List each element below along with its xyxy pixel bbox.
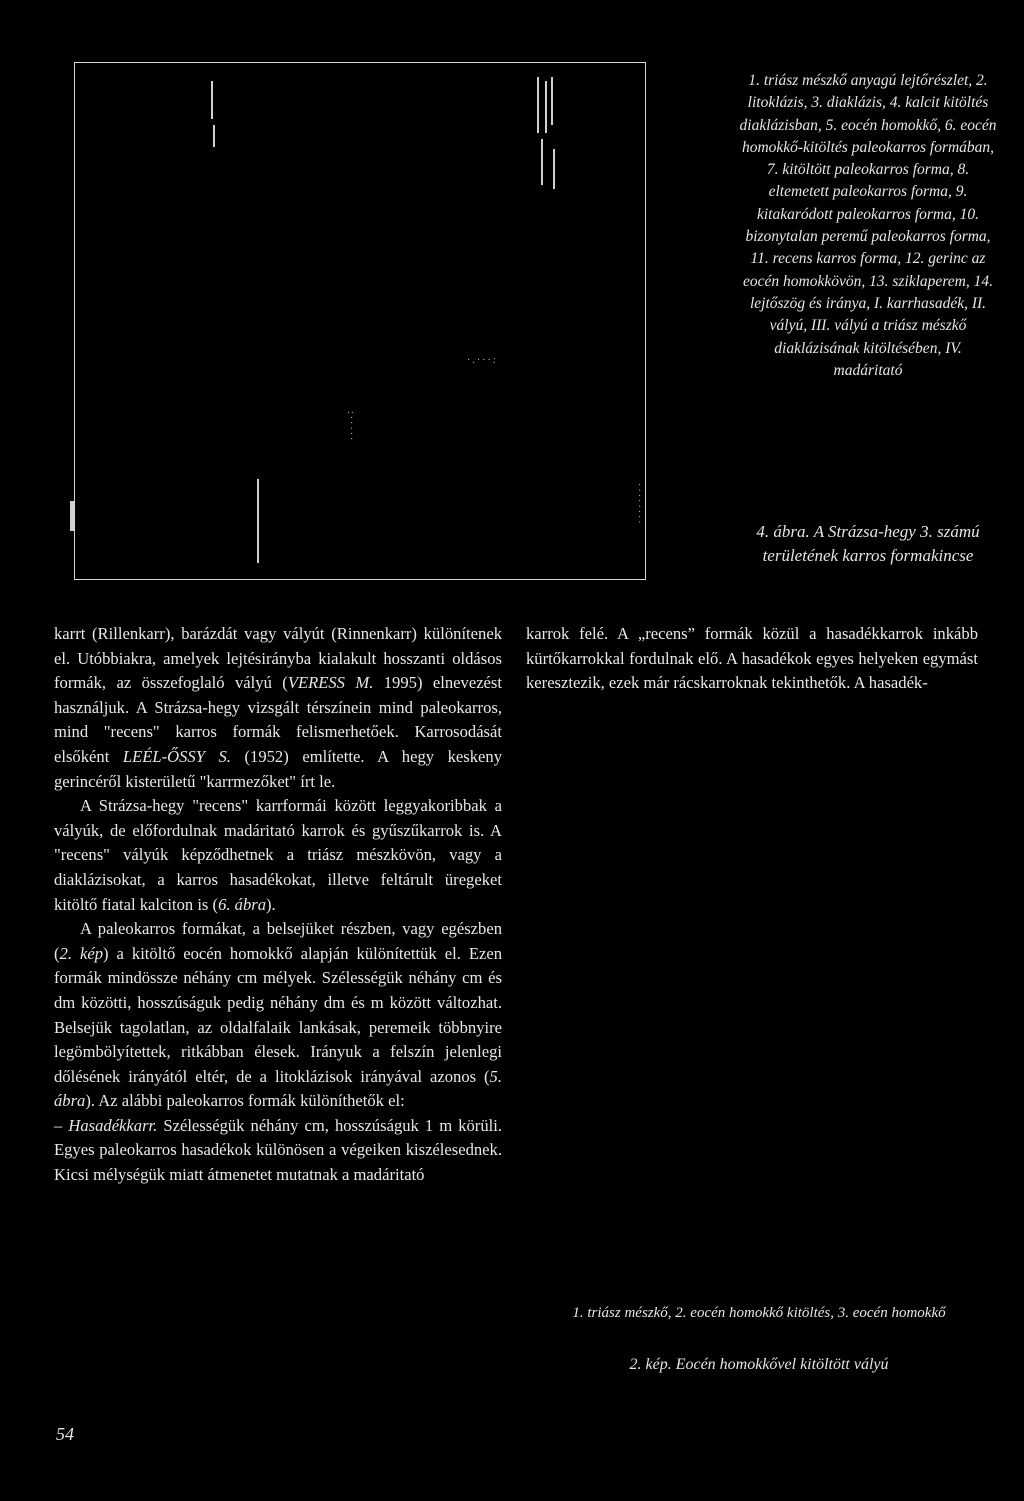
drawing-line — [551, 77, 553, 125]
figure-legend: 1. triász mészkő anyagú lejtőrészlet, 2. litoklázis, 3. diaklázis, 4. kalcit kitöltés diaklázisban, 5. eocén homokkő, 6. eocén homokkő-kitöltés paleokarros formában, 7. kitöltött paleokarros forma, 8. eltemetett paleokarros forma, 9. kitakaródott paleokarros forma, 10. bizonytalan peremű paleokarros forma, 11. recens karros forma, 12. gerinc az eocén homokkövön, 13. sziklaperem, 14. lejtőszög és iránya, I. karrhasadék, II. vályú, III. vályú a triász mészkő diaklázisának kitöltésében, IV. madáritató — [739, 72, 997, 379]
photo-caption: 1. triász mészkő, 2. eocén homokkő kitöltés, 3. eocén homokkő — [572, 1305, 946, 1321]
right-text-column — [526, 622, 978, 696]
drawing-line — [541, 139, 543, 185]
drawing-line — [70, 501, 74, 531]
drawing-line — [211, 81, 213, 119]
dash: – — [54, 1115, 69, 1135]
list-item — [54, 1114, 502, 1188]
citation: VERESS M. — [287, 673, 374, 693]
drawing-line — [257, 479, 259, 563]
drawing-line — [553, 149, 555, 189]
dotted-mark: :····· — [345, 411, 356, 443]
paragraph — [54, 794, 502, 917]
citation: LEÉL-ŐSSY S. — [122, 746, 231, 766]
term: Hasadékkarr. — [68, 1115, 158, 1135]
dotted-mark: ·.···: — [467, 355, 498, 366]
left-text-column — [54, 622, 502, 1188]
paragraph: karrok felé. A „recens” formák közül a hasadékkarrok inkább kürtőkarrokkal fordulnak elő. A hasadékok egyes helyeken egymást keresztezik, ezek már rácskarroknak tekinthetők. A hasadék- — [526, 624, 978, 693]
drawing-line — [537, 77, 539, 133]
paragraph — [54, 917, 502, 1114]
figure-reference: 2. kép — [59, 943, 104, 963]
dotted-mark: ········ — [633, 483, 644, 526]
text-run: A paleokarros formákat, a belsejüket részben, vagy egészben ( — [54, 919, 502, 963]
drawing-line — [213, 125, 215, 147]
text-run: ) a kitöltő eocén homokkő alapján különítettük el. Ezen formák mindössze néhány cm mélyek. Szélességük néhány cm és dm közötti, hosszúságuk pedig néhány dm és m között változhat. Belsejük tagolatlan, az oldalfalaik lankásak, peremeik többnyire legömbölyítettek, ritkábban élesek. Irányuk a felszín jelenlegi dőlésének irányától eltér, de a litoklázisok irányával azonos ( — [54, 943, 503, 1086]
page-number: 54 — [56, 1424, 74, 1444]
text-run: (1952) említette. A hegy keskeny gerincéről kisterületű "karrmezőket" írt le. — [54, 746, 503, 791]
figure-title: 4. ábra. A Strázsa-hegy 3. számú területének karros formakincse — [756, 522, 980, 565]
figure-4-drawing — [74, 62, 646, 580]
drawing-line — [545, 81, 547, 133]
figure-reference: 6. ábra — [218, 894, 267, 914]
text-run: ). — [266, 894, 276, 914]
figure-reference: 5. ábra — [54, 1066, 502, 1111]
text-run: Szélességük néhány cm, hosszúságuk 1 m körüli. Egyes paleokarros hasadékok különösen a végeiken kiszélesednek. Kicsi mélységük miatt átmenetet mutatnak a madáritató — [54, 1115, 502, 1185]
text-run: 1995) elnevezést használjuk. A Strázsa-hegy vizsgált térszínein mind paleokarros, mind "recens" karros formák felismerhetőek. Karrosodását elsőként — [54, 673, 502, 766]
paragraph — [54, 622, 502, 794]
text-run: A Strázsa-hegy "recens" karrformái között leggyakoribbak a vályúk, de előfordulnak madáritató karrok és gyűszűkarrok is. A "recens" vályúk képződhetnek a triász mészkövön, vagy a diaklázisokat, a karros hasadékokat, illetve feltárult üregeket kitöltő fiatal kalciton is ( — [54, 796, 502, 914]
photo-title: 2. kép. Eocén homokkővel kitöltött vályú — [629, 1356, 889, 1373]
text-run: ). Az alábbi paleokarros formák különíthetők el: — [85, 1091, 405, 1111]
text-run: karrt (Rillenkarr), barázdát vagy vályút (Rinnenkarr) különítenek el. Utóbbiakra, amelyek lejtésirányba kialakult hosszanti oldásos formák, az összefoglaló vályú ( — [54, 624, 502, 693]
